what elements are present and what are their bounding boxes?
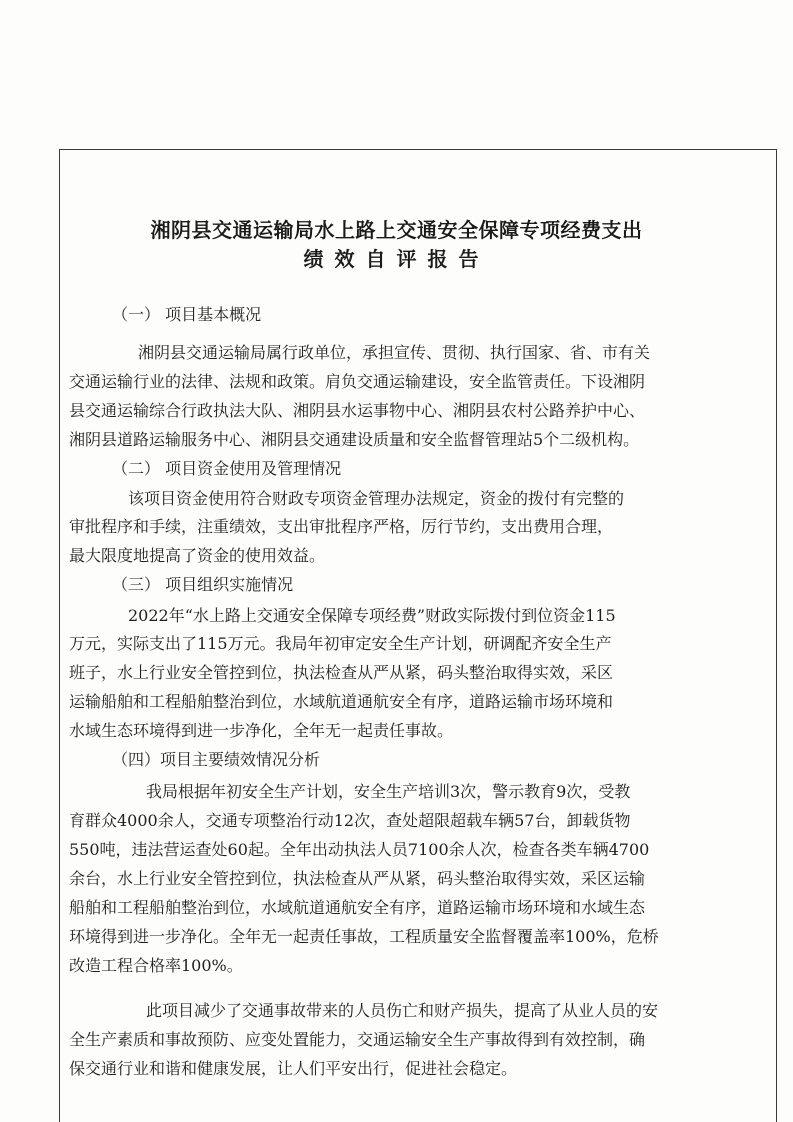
section-3-line-1: 2022年“水上路上交通安全保障专项经费”财政实际拨付到位资金115 [128,606,616,625]
section-3-heading: （三） 项目组织实施情况 [112,575,294,594]
section-1-line-2: 交通运输行业的法律、法规和政策。肩负交通运输建设，安全监管责任。下设湘阴 [69,372,646,391]
section-1-line-4: 湘阴县道路运输服务中心、湘阴县交通建设质量和安全监督管理站5个二级机构。 [69,430,640,449]
section-4-line-7: 改造工程合格率100%。 [69,956,243,975]
section-4-heading: （四）项目主要绩效情况分析 [112,750,321,769]
section-2-line-1: 该项目资金使用符合财政专项资金管理办法规定，资金的拨付有完整的 [128,489,625,508]
document-title-line-1: 湘阴县交通运输局水上路上交通安全保障专项经费支出 [150,218,643,242]
section-4-line-6: 环境得到进一步净化。全年无一起责任事故，工程质量安全监督覆盖率100%，危桥 [69,927,659,946]
closing-line-2: 全生产素质和事故预防、应变处置能力，交通运输安全生产事故得到有效控制，确 [69,1030,646,1049]
section-2-line-2: 审批程序和手续，注重绩效，支出审批程序严格，厉行节约，支出费用合理， [69,517,614,536]
section-3-line-4: 运输船舶和工程船舶整治到位，水域航道通航安全有序，道路运输市场环境和 [69,692,614,711]
section-4-line-5: 船舶和工程船舶整治到位，水域航道通航安全有序，道路运输市场环境和水域生态 [69,898,646,917]
section-4-line-1: 我局根据年初安全生产计划，安全生产培训3次，警示教育9次，受教 [146,782,631,801]
section-4-line-3: 550吨，违法营运查处60起。全年出动执法人员7100余人次，检查各类车辆4700 [69,840,650,859]
section-1-line-1: 湘阴县交通运输局属行政单位，承担宣传、贯彻、执行国家、省、市有关 [138,343,651,362]
section-3-line-2: 万元，实际支出了115万元。我局年初审定安全生产计划，研调配齐安全生产 [69,634,612,653]
section-1-heading: （一） 项目基本概况 [112,305,262,324]
closing-line-3: 保交通行业和谐和健康发展，让人们平安出行，促进社会稳定。 [69,1059,518,1078]
section-2-line-3: 最大限度地提高了资金的使用效益。 [69,546,326,565]
section-4-line-2: 育群众4000余人，交通专项整治行动12次，查处超限超载车辆57台，卸载货物 [69,811,631,830]
section-3-line-5: 水域生态环境得到进一步净化，全年无一起责任事故。 [69,721,454,740]
closing-line-1: 此项目减少了交通事故带来的人员伤亡和财产损失，提高了从业人员的安 [146,1001,659,1020]
section-3-line-3: 班子，水上行业安全管控到位，执法检查从严从紧，码头整治取得实效，采区 [69,663,614,682]
section-1-line-3: 县交通运输综合行政执法大队、湘阴县水运事物中心、湘阴县农村公路养护中心、 [69,401,646,420]
section-4-line-4: 余台，水上行业安全管控到位，执法检查从严从紧，码头整治取得实效，采区运输 [69,869,646,888]
document-title-line-2: 绩效自评报告 [303,247,490,271]
section-2-heading: （二） 项目资金使用及管理情况 [112,459,342,478]
